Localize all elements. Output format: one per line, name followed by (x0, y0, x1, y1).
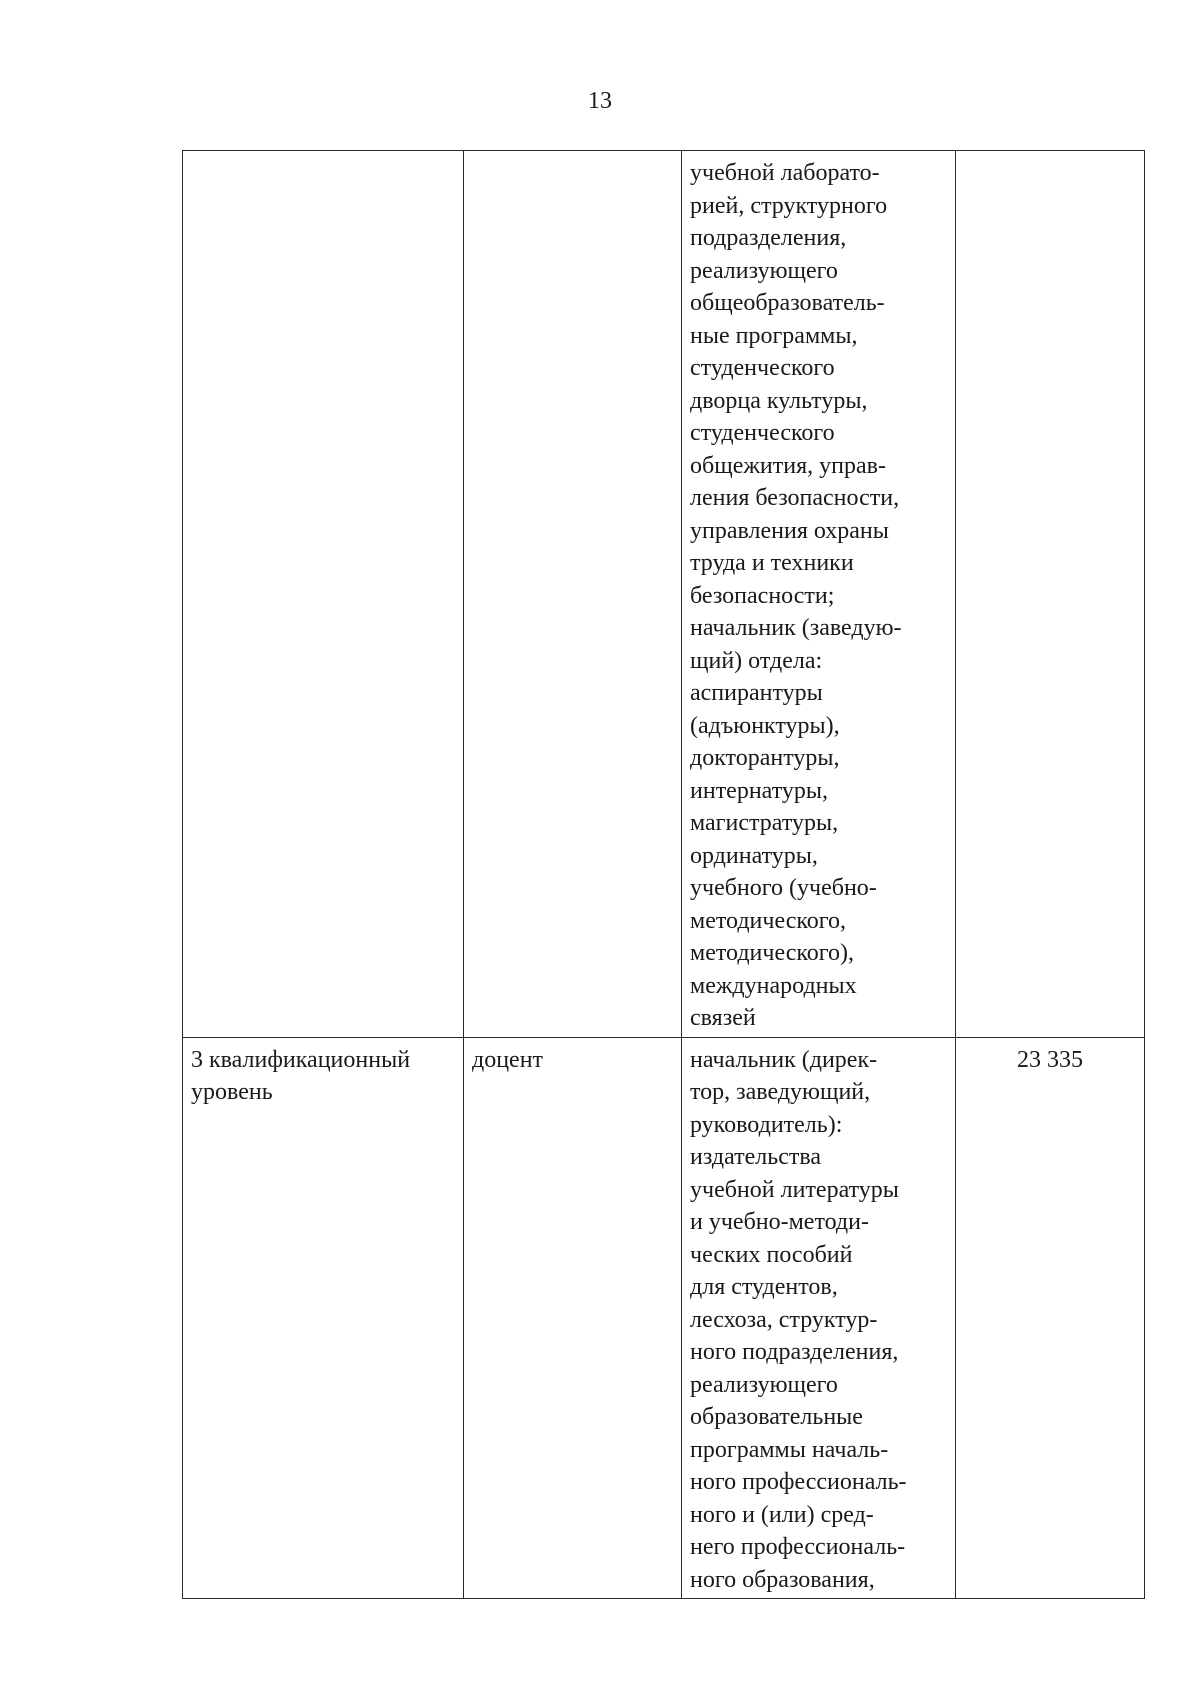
text-line: учебной литературы (690, 1176, 899, 1203)
text-line: общежития, управ- (690, 452, 886, 479)
salary-cell (956, 151, 1145, 1038)
position-text (464, 151, 681, 159)
text-line: ления безопасности, (690, 485, 900, 511)
text-line: начальник (дирек- (690, 1046, 878, 1073)
text-line: студенческого (690, 420, 835, 446)
text-line: аспирантуры (690, 680, 823, 706)
text-line: методического), (690, 940, 855, 966)
table-row (183, 151, 1145, 1038)
text-line: подразделения, (690, 225, 847, 251)
salary-table (182, 150, 1145, 1599)
text-line: уровень (191, 1079, 273, 1105)
position-text: доцент (472, 1046, 544, 1073)
text-line: интернатуры, (690, 777, 828, 804)
duties-text (682, 151, 955, 1037)
text-line: рией, структурного (690, 192, 888, 219)
text-line: безопасности; (690, 582, 835, 609)
text-line: ного подразделения, (690, 1339, 899, 1365)
level-cell (183, 1037, 464, 1599)
page-number: 13 (588, 88, 612, 114)
table-row (183, 1037, 1145, 1599)
text-line: ного образования, (690, 1566, 875, 1593)
text-line: ного и (или) сред- (690, 1501, 874, 1528)
text-line: студенческого (690, 355, 835, 381)
text-line: реализующего (690, 257, 838, 284)
text-line: для студентов, (690, 1274, 838, 1300)
text-line: (адъюнктуры), (690, 712, 840, 739)
text-line: учебной лаборато- (690, 160, 880, 186)
text-line: связей (690, 1005, 756, 1031)
text-line: начальник (заведую- (690, 615, 902, 641)
salary-cell (956, 1037, 1145, 1599)
text-line: докторантуры, (690, 745, 840, 771)
text-line: щий) отдела: (690, 647, 823, 674)
level-cell (183, 151, 464, 1038)
duties-cell (682, 151, 956, 1038)
text-line: общеобразователь- (690, 290, 885, 316)
duties-cell (682, 1037, 956, 1599)
text-line: и учебно-методи- (690, 1209, 869, 1235)
salary-value (956, 151, 1144, 159)
salary-value: 23 335 (1017, 1046, 1083, 1073)
text-line: образовательные (690, 1404, 863, 1430)
text-line: ного профессиональ- (690, 1469, 907, 1495)
text-line: магистратуры, (690, 810, 839, 836)
text-line: руководитель): (690, 1111, 843, 1138)
text-line: издательства (690, 1144, 822, 1170)
position-cell (464, 1037, 682, 1599)
position-cell (464, 151, 682, 1038)
text-line: него профессиональ- (690, 1534, 906, 1560)
level-text (183, 1038, 463, 1111)
text-line: 3 квалификационный (191, 1046, 411, 1073)
text-line: дворца культуры, (690, 387, 868, 414)
text-line: учебного (учебно- (690, 875, 877, 901)
text-line: методического, (690, 907, 847, 934)
text-line: тор, заведующий, (690, 1079, 871, 1105)
text-line: международных (690, 972, 857, 999)
text-line: управления охраны (690, 517, 889, 544)
duties-text (682, 1038, 955, 1599)
text-line: ординатуры, (690, 842, 818, 869)
text-line: реализующего (690, 1371, 838, 1398)
text-line: ческих пособий (690, 1241, 853, 1268)
text-line: ные программы, (690, 322, 858, 349)
level-text (183, 151, 463, 159)
text-line: программы началь- (690, 1436, 889, 1463)
text-line: лесхоза, структур- (690, 1306, 878, 1333)
text-line: труда и техники (690, 550, 854, 576)
